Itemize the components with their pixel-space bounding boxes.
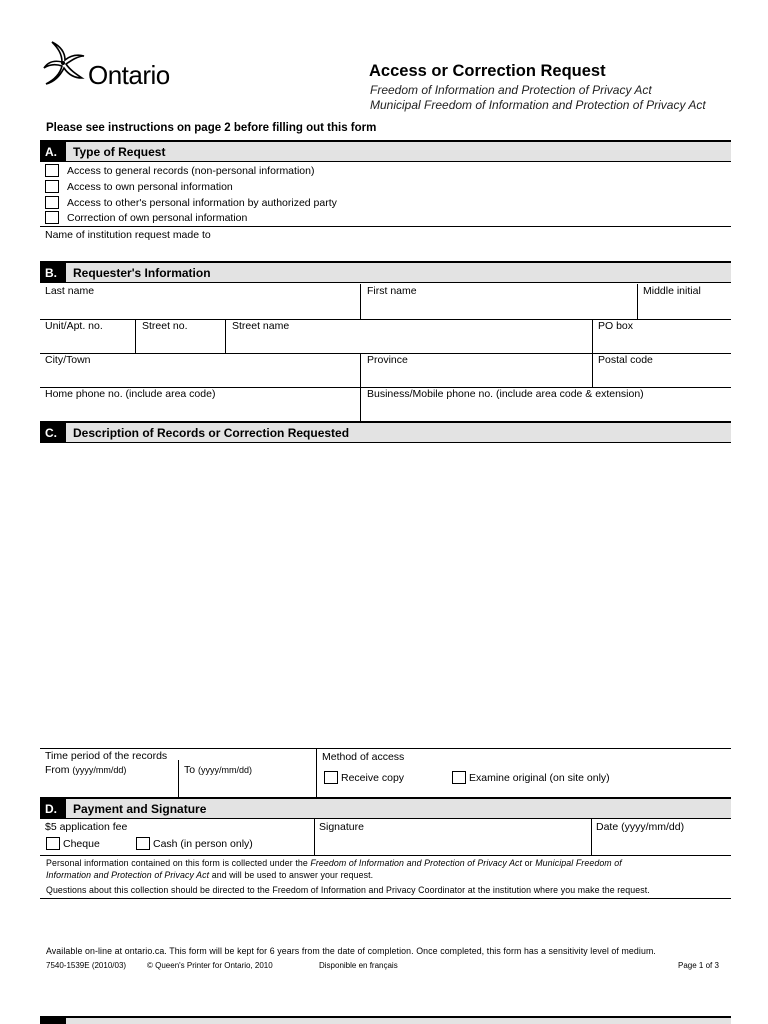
signature-label: Signature <box>319 821 364 833</box>
section-title: Requester's Information <box>73 266 211 280</box>
general-records-checkbox[interactable] <box>45 164 59 177</box>
home-phone-label: Home phone no. (include area code) <box>45 388 216 400</box>
copyright: © Queen's Printer for Ontario, 2010 <box>147 961 273 970</box>
home-phone-field[interactable] <box>40 400 360 420</box>
notice-text: or <box>522 858 536 868</box>
description-textarea[interactable] <box>40 446 731 746</box>
form-title: Access or Correction Request <box>369 62 606 80</box>
section-letter: B. <box>40 263 66 283</box>
postal-code-label: Postal code <box>598 354 653 366</box>
section-title: Description of Records or Correction Requested <box>73 426 350 440</box>
method-of-access-label: Method of access <box>322 751 405 763</box>
first-name-field[interactable] <box>362 296 637 318</box>
unit-label: Unit/Apt. no. <box>45 320 103 332</box>
to-date-field[interactable] <box>180 777 314 797</box>
option-label: Access to general records (non-personal information) <box>67 165 315 177</box>
institution-label: Name of institution request made to <box>45 229 211 241</box>
last-name-field[interactable] <box>40 296 360 318</box>
city-field[interactable] <box>40 366 360 386</box>
option-label: Access to own personal information <box>67 181 233 193</box>
divider <box>592 319 593 353</box>
date-label: Date (yyyy/mm/dd) <box>596 821 685 833</box>
from-text: From <box>45 764 70 776</box>
page-number: Page 1 of 3 <box>678 961 719 970</box>
city-label: City/Town <box>45 354 91 366</box>
divider <box>40 898 731 899</box>
option-label: Access to other's personal information by authorized party <box>67 197 337 209</box>
divider <box>135 319 136 353</box>
receive-copy-label: Receive copy <box>341 772 405 784</box>
institution-field[interactable] <box>40 242 731 260</box>
receive-copy-checkbox[interactable] <box>324 771 338 784</box>
business-phone-field[interactable] <box>362 400 731 420</box>
divider <box>314 819 315 855</box>
divider <box>178 760 179 798</box>
examine-original-checkbox[interactable] <box>452 771 466 784</box>
divider <box>360 353 361 387</box>
own-personal-info-checkbox[interactable] <box>45 180 59 193</box>
section-letter: C. <box>40 423 66 443</box>
section-letter: A. <box>40 142 66 162</box>
next-page-section-header <box>40 1016 731 1024</box>
divider <box>592 353 593 387</box>
business-phone-label: Business/Mobile phone no. (include area code & extension) <box>367 388 644 400</box>
street-name-label: Street name <box>232 320 290 332</box>
to-text: To <box>184 764 196 776</box>
questions-notice: Questions about this collection should be directed to the Freedom of Information and Privacy Coordinator at the institution where you make the request. <box>46 885 650 895</box>
notice-act: Municipal Freedom of <box>535 858 622 868</box>
section-title: Type of Request <box>73 145 166 159</box>
logo-text: Ontario <box>88 60 170 90</box>
notice-act: Freedom of Information and Protection of Privacy Act <box>310 858 523 868</box>
notice-text: Personal information contained on this form is collected under the <box>46 858 311 868</box>
others-personal-info-checkbox[interactable] <box>45 196 59 209</box>
section-title: Payment and Signature <box>73 802 207 816</box>
section-letter-block <box>40 1018 66 1024</box>
from-label <box>45 764 126 776</box>
divider <box>360 284 361 319</box>
signature-field[interactable] <box>316 833 591 853</box>
cheque-checkbox[interactable] <box>46 837 60 850</box>
divider <box>360 387 361 421</box>
street-no-label: Street no. <box>142 320 188 332</box>
po-box-field[interactable] <box>594 332 731 352</box>
section-letter: D. <box>40 799 66 819</box>
divider <box>637 284 638 319</box>
middle-initial-field[interactable] <box>639 296 731 318</box>
last-name-label: Last name <box>45 285 95 297</box>
middle-initial-label: Middle initial <box>643 285 701 297</box>
ontario-logo <box>40 40 190 90</box>
divider <box>225 319 226 353</box>
notice-text: and will be used to answer your request. <box>209 870 374 880</box>
cash-checkbox[interactable] <box>136 837 150 850</box>
option-label: Correction of own personal information <box>67 212 248 224</box>
first-name-label: First name <box>367 285 417 297</box>
examine-original-label: Examine original (on site only) <box>469 772 610 784</box>
trillium-icon <box>40 40 86 88</box>
divider <box>40 226 731 227</box>
divider <box>40 748 731 749</box>
french-availability: Disponible en français <box>319 961 398 970</box>
act-mfippa: Municipal Freedom of Information and Protection of Privacy Act <box>370 98 706 112</box>
from-date-field[interactable] <box>40 777 176 797</box>
date-format: (yyyy/mm/dd) <box>198 765 253 775</box>
unit-field[interactable] <box>40 332 135 352</box>
divider <box>591 819 592 855</box>
section-c-header <box>40 421 731 443</box>
divider <box>316 748 317 798</box>
po-box-label: PO box <box>598 320 634 332</box>
privacy-notice-line-2 <box>46 870 726 880</box>
section-d-header <box>40 797 731 819</box>
signature-date-field[interactable] <box>594 833 731 853</box>
to-label <box>184 764 252 776</box>
cash-label: Cash (in person only) <box>153 838 253 850</box>
divider <box>40 855 731 856</box>
act-fippa: Freedom of Information and Protection of Privacy Act <box>370 83 652 97</box>
application-fee-label: $5 application fee <box>45 821 128 833</box>
cheque-label: Cheque <box>63 838 100 850</box>
section-b-header <box>40 261 731 283</box>
correction-checkbox[interactable] <box>45 211 59 224</box>
province-label: Province <box>367 354 408 366</box>
privacy-notice <box>46 858 726 868</box>
section-a-header <box>40 140 731 162</box>
province-field[interactable] <box>362 366 592 386</box>
street-name-field[interactable] <box>227 332 592 352</box>
form-number: 7540-1539E (2010/03) <box>46 961 127 970</box>
street-no-field[interactable] <box>137 332 225 352</box>
date-format: (yyyy/mm/dd) <box>72 765 127 775</box>
availability-note: Available on-line at ontario.ca. This form will be kept for 6 years from the date of completion. Once completed, this form has a sensitivity level of medium. <box>46 946 656 956</box>
postal-code-field[interactable] <box>594 366 731 386</box>
instructions-note: Please see instructions on page 2 before filling out this form <box>46 122 377 134</box>
time-period-label: Time period of the records <box>45 750 168 762</box>
notice-act: Information and Protection of Privacy Act <box>46 870 210 880</box>
